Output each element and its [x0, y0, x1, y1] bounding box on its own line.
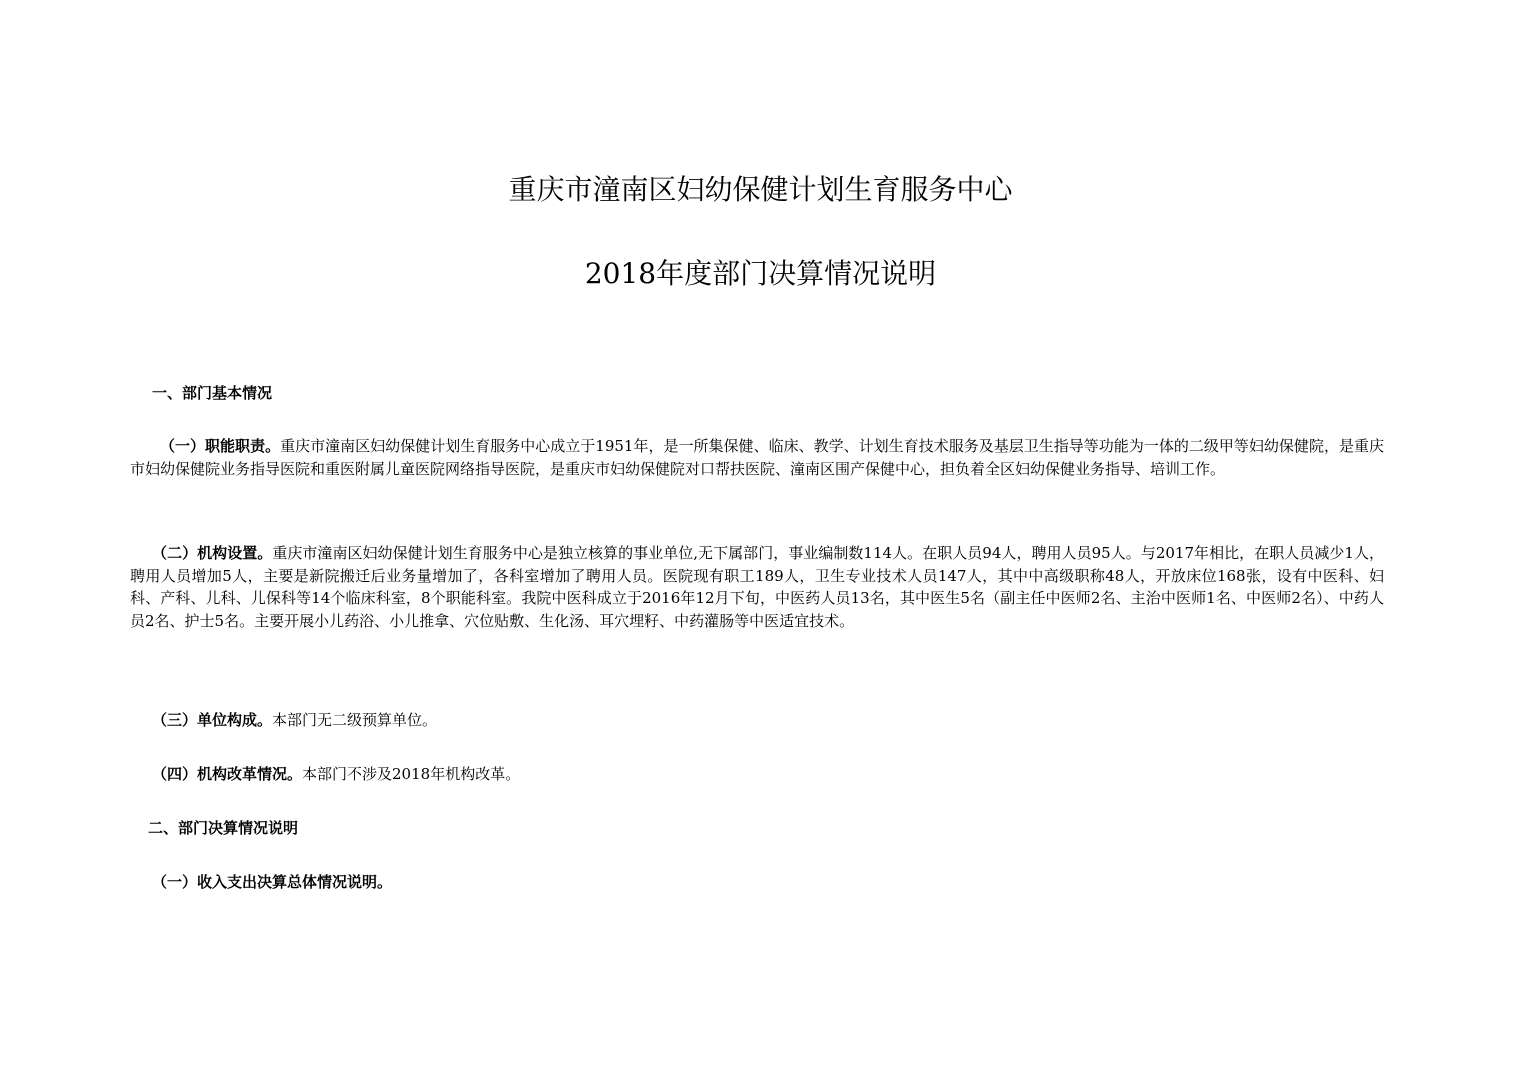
paragraph-lead: （四）机构改革情况。: [152, 765, 303, 783]
paragraph-body: 本部门不涉及2018年机构改革。: [302, 765, 521, 783]
paragraph-responsibilities: [130, 435, 1384, 481]
subsection-heading-income-expense: （一）收入支出决算总体情况说明。: [152, 873, 393, 891]
document-subtitle: 2018年度部门决算情况说明: [584, 257, 937, 290]
paragraph-body: 重庆市潼南区妇幼保健计划生育服务中心成立于1951年，是一所集保健、临床、教学、计划生育技术服务及基层卫生指导等功能为一体的二级甲等妇幼保健院，是重庆市妇幼保健院业务指导医院和重医附属儿童医院网络指导医院，是重庆市妇幼保健院对口帮扶医院、潼南区围产保健中心，担负着全区妇幼保健业务指导、培训工作。: [130, 437, 1384, 478]
paragraph-lead: （二）机构设置。: [152, 544, 273, 562]
paragraph-reform: [130, 763, 1384, 786]
paragraph-unit-composition: [130, 709, 1384, 732]
paragraph-body: 重庆市潼南区妇幼保健计划生育服务中心是独立核算的事业单位,无下属部门，事业编制数114人。在职人员94人，聘用人员95人。与2017年相比，在职人员减少1人，聘用人员增加5人，主要是新院搬迁后业务量增加了，各科室增加了聘用人员。医院现有职工189人，卫生专业技术人员147人，其中中高级职称48人，开放床位168张，设有中医科、妇科、产科、儿科、儿保科等14个临床科室，8个职能科室。我院中医科成立于2016年12月下旬，中医药人员13名，其中医生5名（副主任中医师2名、主治中医师1名、中医师2名）、中药人员2名、护士5名。主要开展小儿药浴、小儿推拿、穴位贴敷、生化汤、耳穴埋籽、中药灌肠等中医适宜技术。: [130, 544, 1384, 630]
paragraph-lead: （一）职能职责。: [160, 437, 281, 455]
paragraph-organization: [130, 542, 1384, 632]
paragraph-lead: （三）单位构成。: [152, 711, 273, 729]
document-title: 重庆市潼南区妇幼保健计划生育服务中心: [508, 173, 1013, 206]
section-heading-final-accounts: 二、部门决算情况说明: [148, 819, 299, 837]
section-heading-basic-info: 一、部门基本情况: [152, 384, 273, 402]
paragraph-body: 本部门无二级预算单位。: [272, 711, 438, 729]
